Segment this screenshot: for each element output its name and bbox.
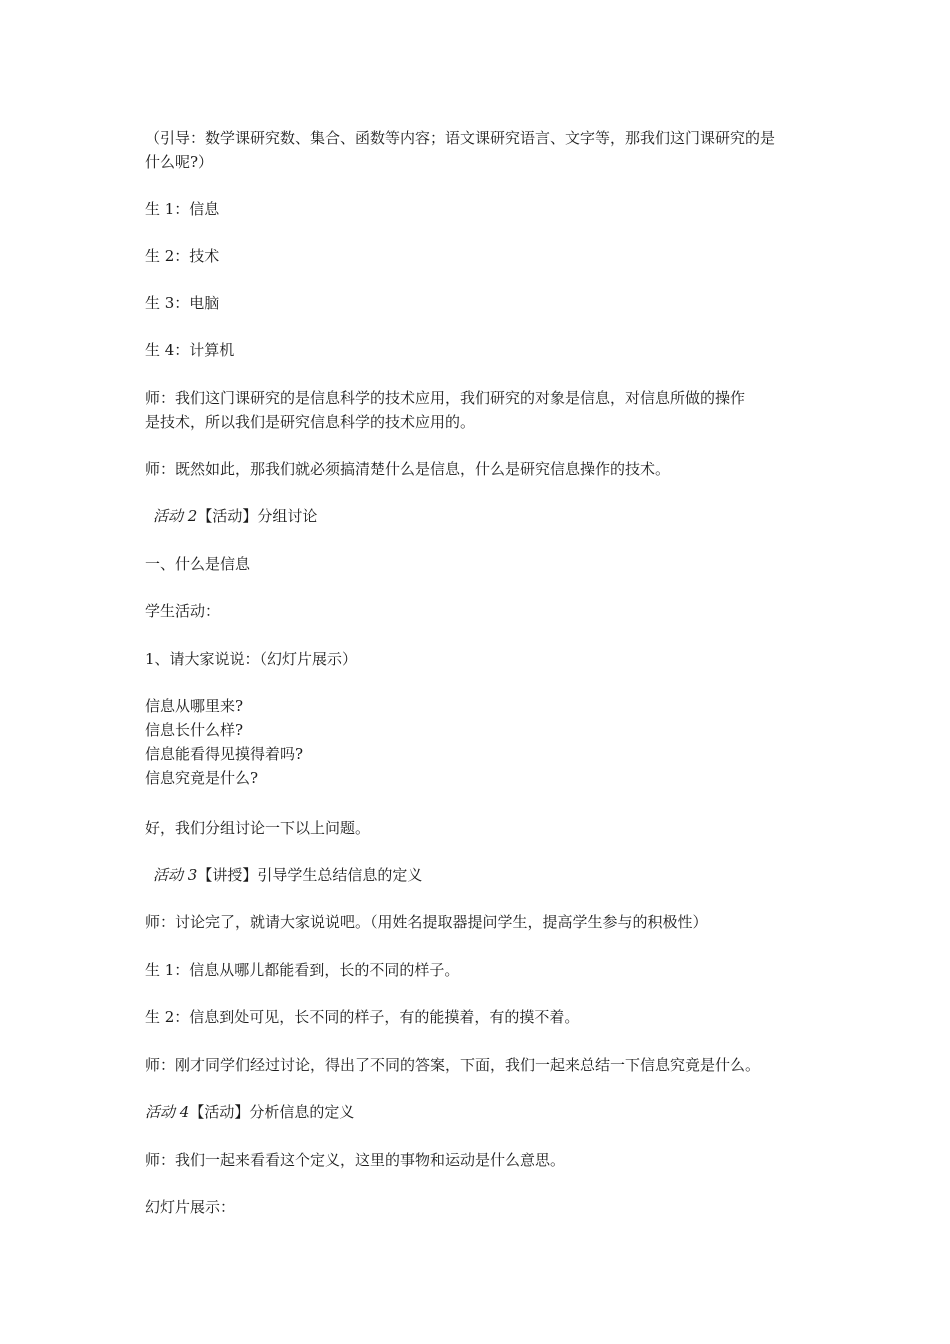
student-1-answer: 生 1：信息 (145, 200, 220, 218)
activity-title: 【讲授】引导学生总结信息的定义 (197, 866, 423, 884)
question-list (145, 694, 810, 790)
section-heading: 一、什么是信息 (145, 555, 251, 573)
activity-number: 活动 2 (153, 507, 198, 525)
student-4-answer: 生 4：计算机 (145, 341, 235, 359)
teacher-explanation: 师：我们一起来看看这个定义，这里的事物和运动是什么意思。 (145, 1151, 566, 1169)
text-line: （引导：数学课研究数、集合、函数等内容；语文课研究语言、文字等，那我们这门课研究的是 (145, 129, 776, 147)
question-item: 信息从哪里来? (145, 697, 244, 715)
teacher-statement: 师：既然如此，那我们就必须搞清楚什么是信息，什么是研究信息操作的技术。 (145, 460, 671, 478)
activity-4-heading (145, 1100, 810, 1124)
student-3-answer: 生 3：电脑 (145, 294, 220, 312)
text-line: 师：我们这门课研究的是信息科学的技术应用，我们研究的对象是信息，对信息所做的操作 (145, 389, 746, 407)
activity-title: 【活动】分组讨论 (197, 507, 318, 525)
teacher-summary: 师：刚才同学们经过讨论，得出了不同的答案，下面，我们一起来总结一下信息究竟是什么。 (145, 1056, 761, 1074)
question-item: 信息究竟是什么? (145, 769, 259, 787)
activity-number: 活动 3 (153, 866, 198, 884)
question-item: 信息能看得见摸得着吗? (145, 745, 304, 763)
intro-paragraph (145, 126, 810, 174)
slide-label: 幻灯片展示： (145, 1198, 236, 1216)
question-item: 信息长什么样? (145, 721, 244, 739)
student-2-response: 生 2：信息到处可见，长不同的样子，有的能摸着，有的摸不着。 (145, 1008, 580, 1026)
text-line: 是技术，所以我们是研究信息科学的技术应用的。 (145, 413, 476, 431)
student-activity-label: 学生活动： (145, 602, 221, 620)
discussion-prompt: 好，我们分组讨论一下以上问题。 (145, 819, 371, 837)
text-line: 什么呢?） (145, 153, 214, 171)
student-2-answer: 生 2：技术 (145, 247, 220, 265)
student-1-response: 生 1：信息从哪儿都能看到，长的不同的样子。 (145, 961, 460, 979)
activity-number: 活动 4 (145, 1103, 190, 1121)
activity-3-heading (145, 863, 818, 887)
teacher-question: 师：讨论完了，就请大家说说吧。（用姓名提取器提问学生，提高学生参与的积极性） (145, 913, 708, 931)
prompt-text: 1、请大家说说：（幻灯片展示） (145, 650, 358, 668)
activity-title: 【活动】分析信息的定义 (189, 1103, 355, 1121)
teacher-paragraph (145, 386, 810, 434)
activity-2-heading (145, 504, 818, 528)
